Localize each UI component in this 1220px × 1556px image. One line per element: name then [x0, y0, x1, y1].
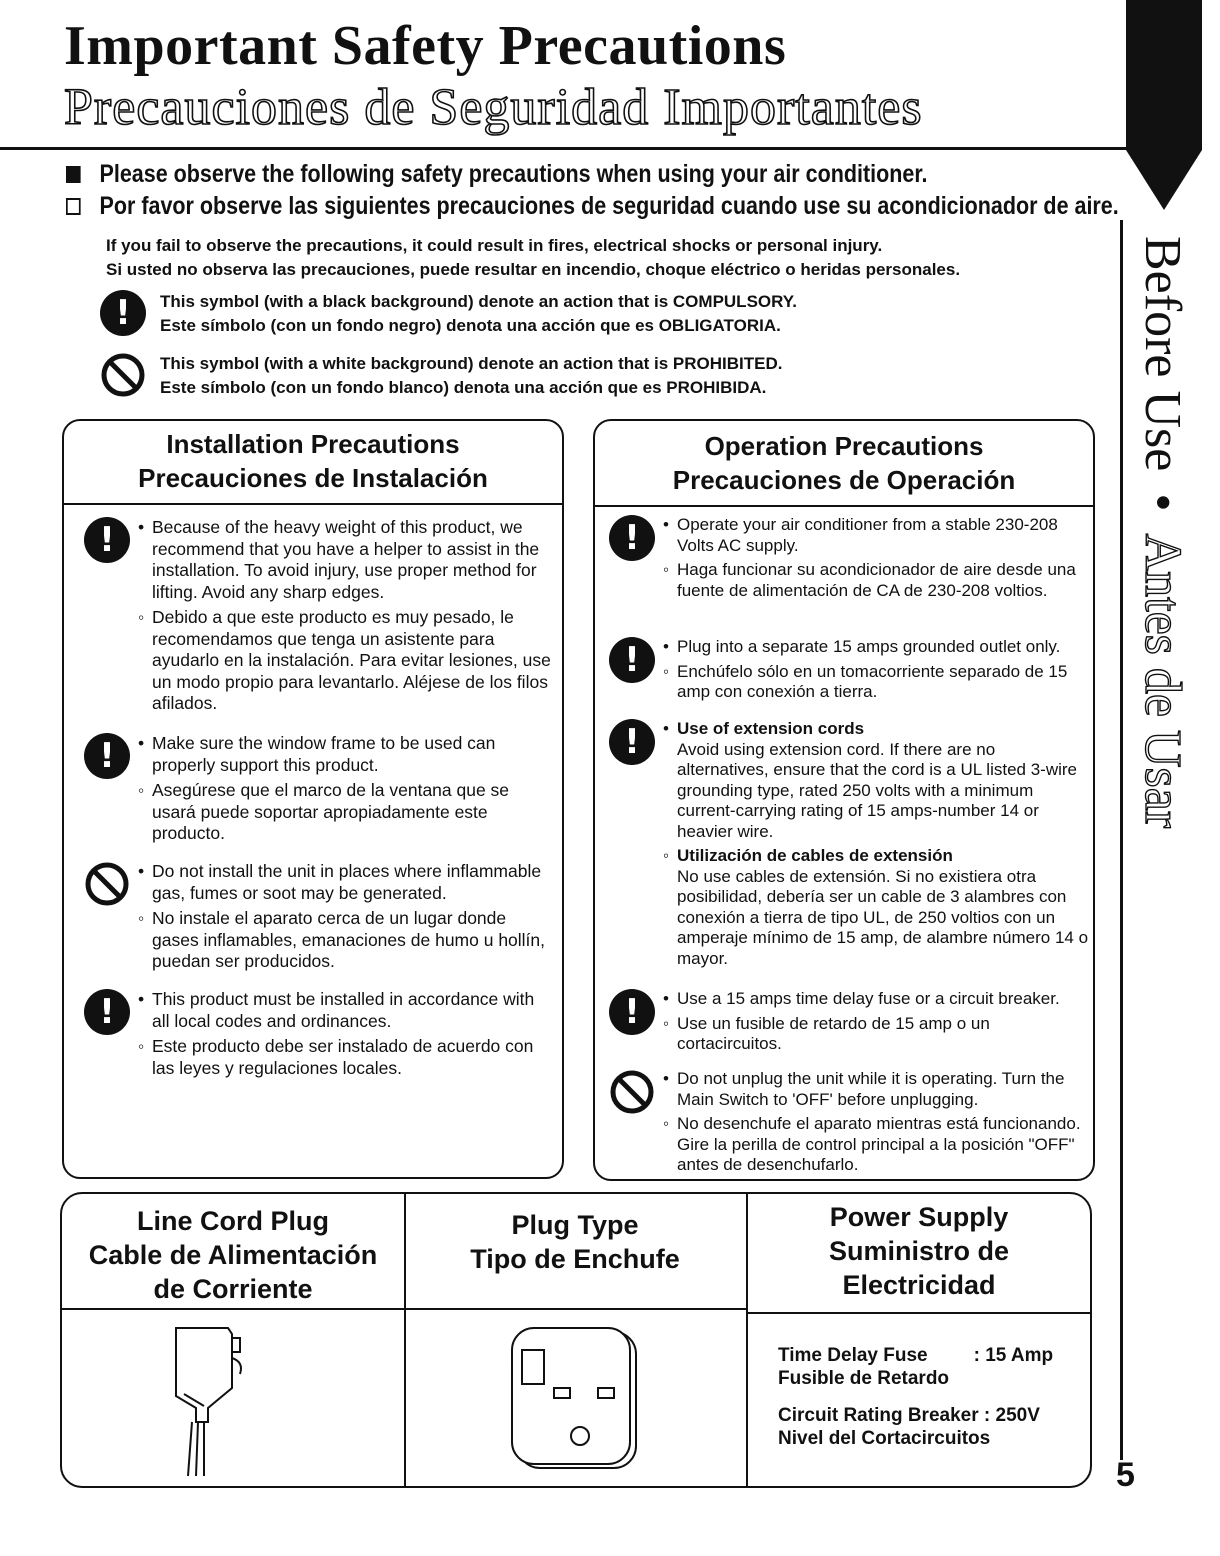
item-text-es: Este producto debe ser instalado de acuerdo con las leyes y regulaciones locales. [152, 1036, 534, 1078]
operation-item [609, 515, 1089, 601]
item-text-en: Do not unplug the unit while it is operating. Turn the Main Switch to 'OFF' before unplugging. [677, 1069, 1065, 1109]
page-number: 5 [1116, 1456, 1135, 1494]
prohibited-legend-en: This symbol (with a white background) denote an action that is PROHIBITED. [160, 354, 783, 373]
section-tab-separator: • [1134, 493, 1191, 512]
warning-es: Si usted no observa las precauciones, puede resultar en incendio, choque eléctrico o heridas personales. [106, 260, 961, 279]
item-text-en: Avoid using extension cord. If there are no alternatives, ensure that the cord is a UL listed 3-wire grounding type, rated 250 volts with a minimum current-carrying rating of 15 amps-number 14 or heavier wire. [677, 739, 1078, 841]
compulsory-icon: ! [84, 733, 130, 779]
installation-heading [64, 427, 562, 495]
compulsory-icon: ! [609, 637, 655, 683]
fuse-label-en: Time Delay Fuse [778, 1345, 928, 1366]
operation-panel [593, 419, 1095, 1181]
installation-header-divider [64, 503, 562, 505]
intro-text-es: Por favor observe las siguientes precauciones de seguridad cuando use su acondicionador de aire. [99, 192, 1119, 220]
installation-title-es: Precauciones de Instalación [138, 463, 488, 493]
warning-en: If you fail to observe the precautions, it could result in fires, electrical shocks or personal injury. [106, 236, 883, 255]
side-divider [1120, 220, 1123, 1460]
compulsory-legend-en: This symbol (with a black background) denote an action that is COMPULSORY. [160, 292, 797, 311]
item-text-es: Use un fusible de retardo de 15 amp o un cortacircuitos. [677, 1013, 990, 1053]
heading-line: de Corriente [153, 1274, 313, 1304]
power-supply-heading [746, 1200, 1092, 1302]
compulsory-legend-es: Este símbolo (con un fondo negro) denota una acción que es OBLIGATORIA. [160, 316, 781, 335]
item-text-es: Asegúrese que el marco de la ventana que se usará puede soportar apropiadamente este producto. [152, 780, 510, 843]
installation-panel [62, 419, 564, 1179]
page-title-spanish: Precauciones de Seguridad Importantes [64, 79, 923, 136]
item-heading-es: Utilización de cables de extensión [677, 846, 953, 865]
heading-line: Tipo de Enchufe [470, 1244, 680, 1274]
table-row-divider [746, 1312, 1092, 1314]
compulsory-icon: ! [100, 290, 146, 336]
heading-line: Plug Type [511, 1210, 639, 1240]
compulsory-icon: ! [84, 517, 130, 563]
installation-item [84, 517, 554, 715]
operation-item [609, 1069, 1089, 1176]
line-cord-plug-heading [62, 1204, 404, 1306]
fuse-spec [778, 1344, 1053, 1390]
compulsory-legend [100, 290, 797, 338]
item-text-es: No desenchufe el aparato mientras está funcionando. Gire la perilla de control principal a la posición "OFF" antes de desenchufarlo. [677, 1114, 1081, 1174]
section-tab-es: Antes de Usar [1134, 533, 1191, 829]
item-text-en: This product must be installed in accordance with all local codes and ordinances. [152, 989, 535, 1031]
intro-line-es [66, 190, 1119, 222]
item-text-en: Do not install the unit in places where inflammable gas, fumes or soot may be generated. [152, 861, 542, 903]
fuse-label-es: Fusible de Retardo [778, 1368, 950, 1389]
line-cord-plug-image [162, 1320, 272, 1480]
heading-line: Electricidad [842, 1270, 996, 1300]
prohibited-icon [84, 861, 130, 907]
operation-item [609, 637, 1089, 703]
operation-item [609, 719, 1089, 969]
plug-type-image [508, 1324, 642, 1474]
filled-square-icon [66, 166, 81, 183]
breaker-label-es: Nivel del Cortacircuitos [778, 1428, 991, 1449]
operation-title-en: Operation Precautions [704, 431, 984, 461]
installation-item [84, 733, 554, 845]
prohibited-icon [100, 352, 146, 398]
item-text-es: Enchúfelo sólo en un tomacorriente separado de 15 amp con conexión a tierra. [677, 661, 1068, 701]
operation-heading [595, 429, 1093, 497]
intro-text-en: Please observe the following safety precautions when using your air conditioner. [99, 160, 928, 188]
item-text-en: Use a 15 amps time delay fuse or a circuit breaker. [677, 989, 1060, 1008]
operation-item [609, 989, 1089, 1055]
breaker-value: : 250V [983, 1405, 1040, 1426]
prohibited-legend-es: Este símbolo (con un fondo blanco) denota una acción que es PROHIBIDA. [160, 378, 767, 397]
item-text-en: Plug into a separate 15 amps grounded outlet only. [677, 637, 1061, 656]
open-square-icon [66, 198, 81, 215]
table-row-divider [62, 1308, 746, 1310]
heading-line: Line Cord Plug [137, 1206, 329, 1236]
item-text-en: Make sure the window frame to be used can properly support this product. [152, 733, 496, 775]
compulsory-icon: ! [84, 989, 130, 1035]
installation-item [84, 989, 554, 1079]
item-text-es: Debido a que este producto es muy pesado, le recomendamos que tenga un asistente para ayudarlo en la instalación. Para evitar lesiones, use un modo propio para levantarlo. Aléjese de los filos afilados. [152, 607, 551, 713]
warning-text [106, 234, 960, 282]
installation-title-en: Installation Precautions [166, 429, 460, 459]
item-text-en: Because of the heavy weight of this product, we recommend that you have a helper to assist in the installation. To avoid injury, use proper method for lifting. Avoid any sharp edges. [152, 517, 540, 602]
item-text-es: Haga funcionar su acondicionador de aire desde una fuente de alimentación de CA de 230-208 voltios. [677, 560, 1076, 600]
intro-line-en [66, 158, 1119, 190]
heading-line: Cable de Alimentación [88, 1240, 378, 1270]
installation-item [84, 861, 554, 973]
section-tab-en: Before Use [1134, 236, 1191, 472]
section-tab-label [1132, 236, 1192, 976]
breaker-spec [778, 1404, 1040, 1450]
item-text-en: Operate your air conditioner from a stable 230-208 Volts AC supply. [677, 515, 1058, 555]
breaker-label-en: Circuit Rating Breaker [778, 1405, 979, 1426]
item-heading-en: Use of extension cords [677, 719, 865, 738]
fuse-value: : 15 Amp [973, 1345, 1054, 1366]
plug-type-heading [404, 1208, 746, 1276]
title-divider [0, 147, 1126, 150]
item-text-es: No use cables de extensión. Si no existiera otra posibilidad, debería ser un cable de 3 alambres con conexión a tierra de tipo UL, de 250 voltios con un amperaje mínimo de 15 amp, de alambre número 14 o mayor. [677, 866, 1089, 968]
prohibited-icon [609, 1069, 655, 1115]
prohibited-legend [100, 352, 782, 400]
heading-line: Suministro de [828, 1236, 1010, 1266]
compulsory-icon: ! [609, 515, 655, 561]
page-title: Important Safety Precautions [64, 15, 787, 77]
compulsory-icon: ! [609, 719, 655, 765]
side-tab-block [1126, 0, 1202, 150]
compulsory-icon: ! [609, 989, 655, 1035]
operation-title-es: Precauciones de Operación [672, 465, 1016, 495]
item-text-es: No instale el aparato cerca de un lugar donde gases inflamables, emanaciones de humo u hollín, puedan ser producidos. [152, 908, 546, 971]
heading-line: Power Supply [829, 1202, 1009, 1232]
plug-spec-table [60, 1192, 1092, 1488]
operation-header-divider [595, 505, 1093, 507]
intro-block [66, 158, 1220, 222]
